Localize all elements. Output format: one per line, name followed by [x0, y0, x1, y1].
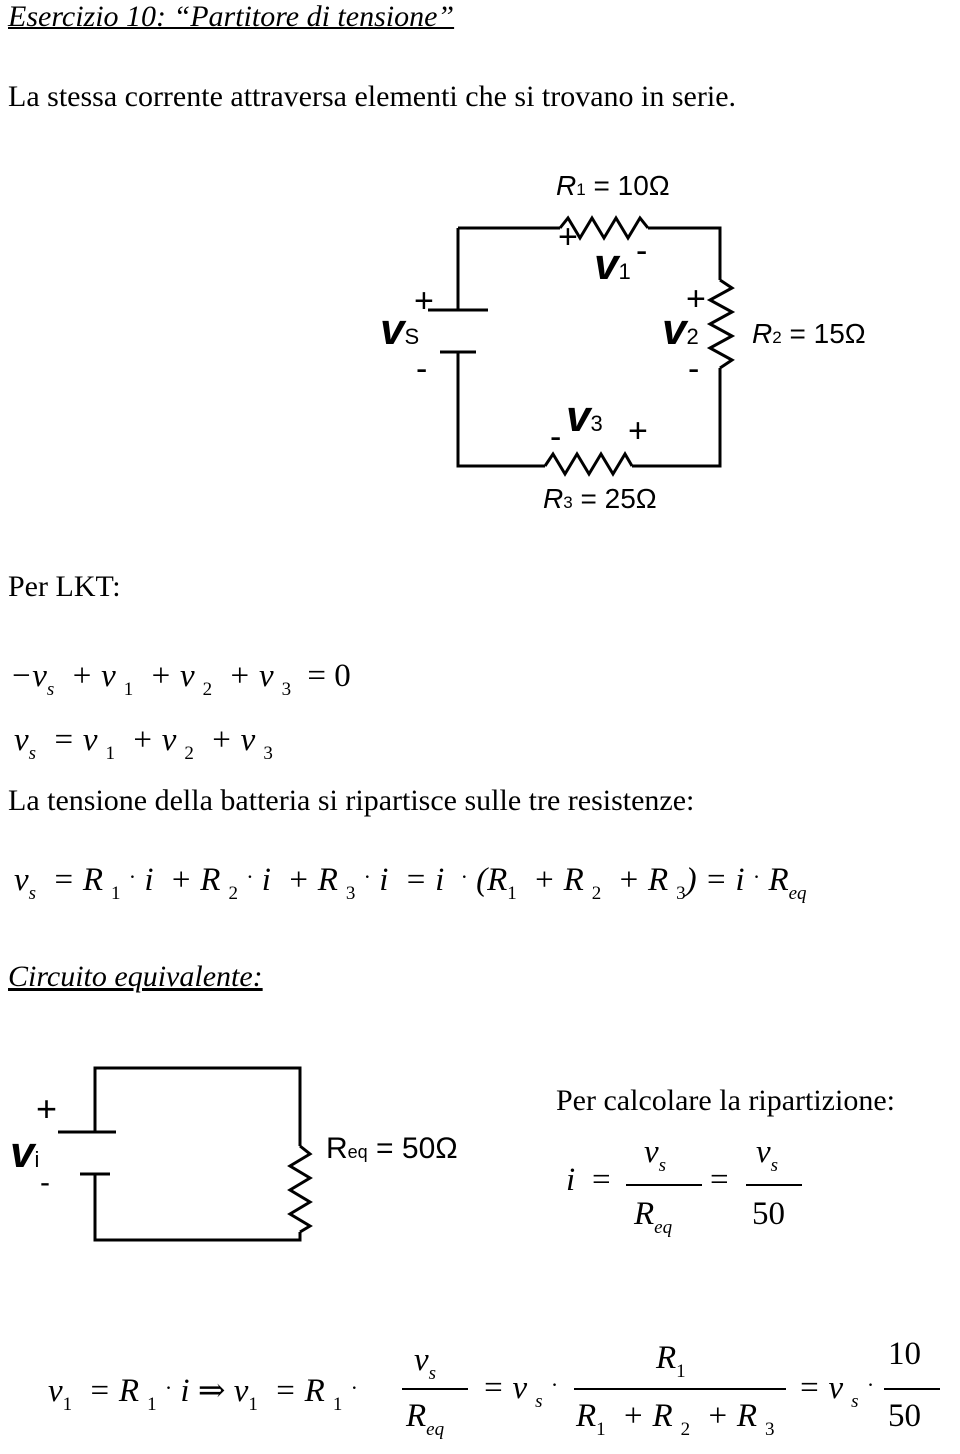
wire-bottom — [95, 1174, 300, 1240]
lkt-label: Per LKT: — [8, 570, 121, 603]
eq4-equals-2: = — [710, 1162, 729, 1198]
eq5-left: $v_1 = R$ $_1$ · i ⇒ $v_1 = R$ $_1$ · — [48, 1373, 358, 1415]
vi-minus: - — [40, 1166, 50, 1199]
resistor-r3 — [545, 454, 632, 474]
eq4-num2: $v_s$ — [756, 1134, 779, 1176]
wire-top — [95, 1068, 300, 1146]
eq5-fraction-bar-3 — [884, 1388, 940, 1390]
vs-sum-equation: $v_s = v$ $_1$ + v $_2$ + v $_3$ — [14, 722, 273, 764]
v3-plus: + — [628, 412, 648, 450]
intro-text: La stessa corrente attraversa elementi che si trovano in serie. — [8, 80, 737, 113]
eq5-frac2-den: $R_1 + R$ $_2$ + R $_3$ — [576, 1398, 775, 1440]
v2-label: v2 — [662, 305, 699, 354]
vi-plus: + — [36, 1088, 58, 1129]
resistor-r2 — [710, 280, 732, 368]
wire-top-right — [648, 228, 720, 280]
wire-left-bottom — [458, 352, 545, 466]
eq5-fraction-bar-2 — [574, 1388, 786, 1390]
series-resistance-equation: $v_s = R$ $_1$ · i + R $_2$ · i + R $_3 \cdot i = i \cdot (R_1 + R$ $_2$ + R $_3) = i \cdot R_{eq}$ — [14, 862, 807, 904]
v2-plus: + — [686, 280, 706, 318]
v1-minus: - — [636, 232, 648, 270]
eq4-num1: $v_s$ — [644, 1134, 667, 1176]
r1-label: R1 = 10Ω — [556, 170, 670, 201]
eq5-frac1-num: $v_s$ — [414, 1342, 437, 1384]
resistor-req — [290, 1146, 310, 1232]
eq5-right: = v $_s$ · — [798, 1370, 875, 1412]
eq5-frac1-den: $R_{eq}$ — [406, 1398, 445, 1440]
r2-label: R2 = 15Ω — [752, 318, 866, 349]
v3-minus: - — [550, 418, 562, 456]
v1-label: v1 — [594, 240, 631, 289]
exercise-title: Esercizio 10: “Partitore di tensione” — [8, 0, 455, 33]
vs-minus: - — [416, 350, 428, 388]
eq4-i: i — [566, 1162, 576, 1198]
kvl-equation: $-v_s + v$ $_1$ + v $_2$ + v $_3$ = 0 — [10, 658, 351, 700]
eq5-fraction-bar-1 — [402, 1388, 468, 1390]
series-circuit-diagram — [370, 170, 900, 530]
eq4-fraction-bar-1 — [626, 1184, 702, 1186]
battery-text: La tensione della batteria si ripartisce sulle tre resistenze: — [8, 784, 695, 817]
eq4-den1: $R_{eq}$ — [634, 1196, 673, 1238]
ripartizione-label: Per calcolare la ripartizione: — [556, 1084, 895, 1117]
v1-plus: + — [558, 218, 578, 256]
vs-label: vS — [380, 305, 420, 354]
eq5-frac3-den: 50 — [888, 1398, 921, 1434]
eq4-equals-1: = — [592, 1162, 611, 1198]
v3-label: v3 — [566, 392, 603, 441]
vs-plus: + — [414, 282, 434, 320]
eq5-middle: = v $_s$ · — [482, 1370, 559, 1412]
equivalent-circuit-label: Circuito equivalente: — [8, 960, 263, 993]
vi-label: vi — [10, 1128, 40, 1177]
eq4-den2: 50 — [752, 1196, 785, 1232]
eq4-fraction-bar-2 — [746, 1184, 802, 1186]
eq5-frac3-num: 10 — [888, 1336, 921, 1372]
req-label: Req = 50Ω — [326, 1132, 458, 1165]
r3-label: R3 = 25Ω — [543, 483, 657, 514]
eq5-frac2-num: $R_1$ — [656, 1340, 686, 1382]
v2-minus: - — [688, 350, 700, 388]
